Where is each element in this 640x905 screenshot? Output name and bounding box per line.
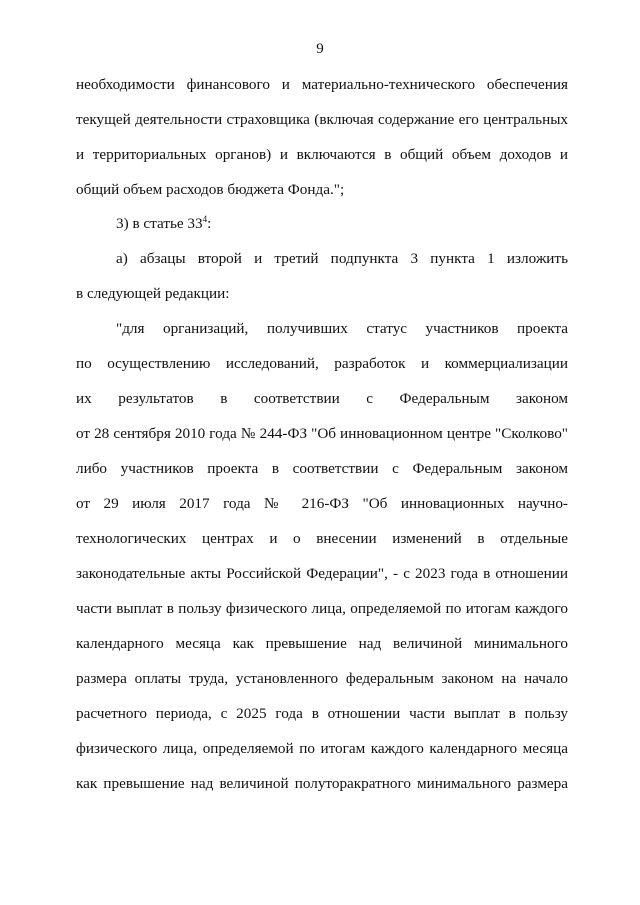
text-line: общий объем расходов бюджета Фонда.";: [76, 181, 345, 198]
text-line: по осуществлению исследований, разработок и коммерциализации: [76, 355, 568, 372]
subsection-heading-colon: :: [207, 215, 212, 232]
text-line: как превышение над величиной полуторакратного минимального размера: [76, 775, 568, 792]
article-superscript: 4: [202, 214, 208, 224]
page-number: 9: [316, 41, 324, 57]
text-line: а) абзацы второй и третий подпункта 3 пункта 1 изложить: [116, 250, 568, 267]
text-line: от 28 сентября 2010 года № 244-ФЗ "Об инновационном центре "Сколково": [76, 425, 568, 442]
text-line: от 29 июля 2017 года № 216-ФЗ "Об инновационных научно-: [76, 495, 568, 512]
subsection-heading-text: 3) в статье 33: [116, 215, 203, 232]
text-line: необходимости финансового и материально-технического обеспечения: [76, 76, 568, 93]
text-line: в следующей редакции:: [76, 285, 230, 302]
text-line: и территориальных органов) и включаются в общий объем доходов и: [76, 146, 568, 163]
text-line: расчетного периода, с 2025 года в отношении части выплат в пользу: [76, 705, 568, 722]
text-line: календарного месяца как превышение над величиной минимального: [76, 635, 568, 652]
text-line: части выплат в пользу физического лица, определяемой по итогам каждого: [76, 600, 568, 617]
text-line: либо участников проекта в соответствии с Федеральным законом: [76, 460, 568, 477]
text-line: технологических центрах и о внесении изменений в отдельные: [76, 530, 568, 547]
text-line: физического лица, определяемой по итогам каждого календарного месяца: [76, 740, 568, 757]
text-line: размера оплаты труда, установленного федеральным законом на начало: [76, 670, 568, 687]
text-line: законодательные акты Российской Федерации", - с 2023 года в отношении: [76, 565, 568, 582]
text-line: их результатов в соответствии с Федеральным законом: [76, 390, 568, 407]
subsection-heading: [116, 214, 211, 234]
text-line: текущей деятельности страховщика (включая содержание его центральных: [76, 111, 568, 128]
text-line: "для организаций, получивших статус участников проекта: [116, 320, 568, 337]
